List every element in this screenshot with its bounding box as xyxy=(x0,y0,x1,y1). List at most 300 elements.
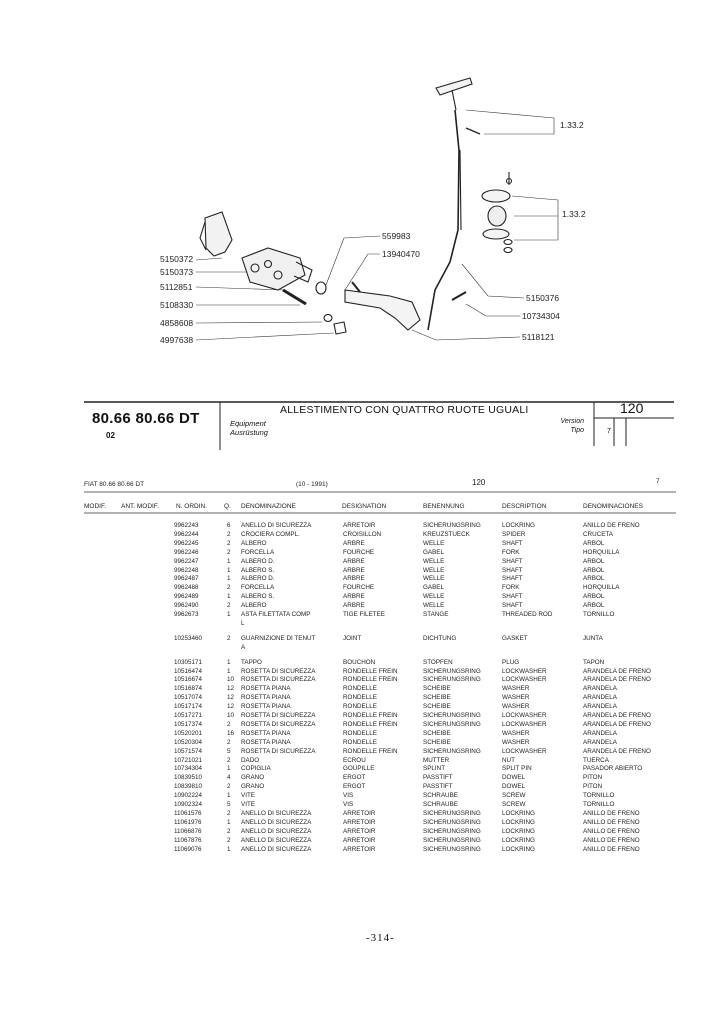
cell-q: 1 xyxy=(227,845,231,853)
cell-q: 12 xyxy=(227,694,235,702)
tipo-text: Tipo xyxy=(570,427,584,434)
cell-it: ROSETTA DI SICUREZZA xyxy=(241,667,316,675)
cell-n: 10517374 xyxy=(174,720,203,728)
cell-de: WELLE xyxy=(423,539,445,547)
cell-n: 9962673 xyxy=(174,611,199,618)
cell-q: 1 xyxy=(227,566,231,574)
subheader-period: (10 - 1991) xyxy=(296,481,328,488)
cell-de: WELLE xyxy=(423,575,445,583)
cell-fr: ARRETOIR xyxy=(343,827,376,835)
cell-de: SICHERUNGSRING xyxy=(423,712,481,719)
cell-es: ARANDELA DE FRENO xyxy=(583,676,651,684)
part-label: 4997638 xyxy=(160,335,194,345)
cell-it: ROSETTA DI SICUREZZA xyxy=(241,747,316,755)
cell-q: 1 xyxy=(227,611,231,618)
cell-de: SCHEIBE xyxy=(423,729,451,737)
cell-es: ARBOL xyxy=(583,566,605,574)
cell-q: 2 xyxy=(227,602,231,610)
cell-en: LOCKRING xyxy=(502,809,535,817)
cell-fr: RONDELLE FREIN xyxy=(343,667,398,675)
cell-q: 6 xyxy=(227,522,231,529)
cell-it: FORCELLA xyxy=(241,584,275,592)
cell-en: WASHER xyxy=(502,694,530,702)
cell-n: 10734304 xyxy=(174,765,203,773)
cell-de: WELLE xyxy=(423,602,445,610)
cell-en: LOCKWASHER xyxy=(502,720,547,728)
cell-q: 2 xyxy=(227,809,231,817)
cell-it: ROSETTA DI SICUREZZA xyxy=(241,676,316,684)
cell-fr: ERGOT xyxy=(343,774,366,782)
cell-fr: ARBRE xyxy=(343,575,365,583)
cell-de: STANGE xyxy=(423,611,449,618)
cell-de: SCHEIBE xyxy=(423,694,451,702)
part-label: 5112851 xyxy=(160,282,193,292)
cell-en: WASHER xyxy=(502,703,530,711)
cell-en: LOCKRING xyxy=(502,836,535,844)
table-row xyxy=(0,566,710,575)
cell-q: 2 xyxy=(227,756,231,764)
cell-es: ANILLO DE FRENO xyxy=(583,836,640,844)
cell-es: ARANDELA xyxy=(583,729,617,737)
cell-n: 9962244 xyxy=(174,530,199,538)
cell-fr: CROISILLON xyxy=(343,530,382,538)
cell-de: MUTTER xyxy=(423,756,450,764)
table-row xyxy=(0,693,710,702)
cell-it: ROSETTA DI SICUREZZA xyxy=(241,720,316,728)
cell-fr: RONDELLE xyxy=(343,729,377,737)
cell-n: 9962488 xyxy=(174,584,199,592)
cell-de: GABEL xyxy=(423,584,444,592)
cell-es: ANILLO DE FRENO xyxy=(583,845,640,853)
cell-fr: ARBRE xyxy=(343,566,365,574)
cell-en: FORK xyxy=(502,548,520,556)
cell-es: ANILLO DE FRENO xyxy=(583,522,640,529)
cell-en: FORK xyxy=(502,584,520,592)
cell-en: SHAFT xyxy=(502,593,523,601)
cell-it: ASTA FILETTATA COMP xyxy=(241,611,311,618)
cell-n: 10839810 xyxy=(174,783,203,791)
cell-en: LOCKRING xyxy=(502,827,535,835)
cell-it: ALBERO xyxy=(241,539,267,547)
cell-fr: RONDELLE xyxy=(343,694,377,702)
cell-en: PLUG xyxy=(502,658,520,666)
col-ant-modif: ANT. MODIF. xyxy=(121,503,159,510)
cell-de: STOPFEN xyxy=(423,658,453,666)
cell-fr: ARRETOIR xyxy=(343,818,376,826)
cell-n: 10839510 xyxy=(174,774,203,782)
cell-fr: ARRETOIR xyxy=(343,845,376,853)
cell-de: DICHTUNG xyxy=(423,634,457,642)
cell-de: GABEL xyxy=(423,548,444,556)
cell-n: 10571574 xyxy=(174,747,203,755)
cell-q: 10 xyxy=(227,712,235,719)
cell-n: 11066876 xyxy=(174,827,202,835)
cell-fr: ARBRE xyxy=(343,539,365,547)
cell-it: VITE xyxy=(241,792,255,800)
cell-en: SPIDER xyxy=(502,530,526,538)
cell-en: SCREW xyxy=(502,801,526,808)
cell-de: SICHERUNGSRING xyxy=(423,809,481,817)
cell-q: 4 xyxy=(227,774,231,782)
cell-de: SICHERUNGSRING xyxy=(423,522,481,529)
cell-fr: FOURCHE xyxy=(343,548,375,556)
cell-es: PITON xyxy=(583,783,603,791)
cell-it: L xyxy=(241,619,245,627)
subheader-model: FIAT 80.66 80.66 DT xyxy=(84,481,145,488)
cell-en: SPLIT PIN xyxy=(502,765,532,773)
cell-es: ARANDELA DE FRENO xyxy=(583,712,651,719)
cell-fr: ARRETOIR xyxy=(343,809,376,817)
table-row xyxy=(0,791,710,800)
cell-es: TORNILLO xyxy=(583,801,615,808)
table-row xyxy=(0,764,710,773)
cell-de: SPLINT xyxy=(423,765,446,773)
cell-q: 2 xyxy=(227,539,231,547)
version-text: Version xyxy=(560,418,584,425)
cell-it: ANELLO DI SICUREZZA xyxy=(241,827,312,835)
cell-es: ARBOL xyxy=(583,602,605,610)
cell-q: 1 xyxy=(227,658,231,666)
cell-it: COPIGLIA xyxy=(241,765,271,773)
cell-es: TUERCA xyxy=(583,756,609,764)
cell-n: 11069076 xyxy=(174,845,202,853)
cell-de: KREUZSTUECK xyxy=(423,530,470,538)
cell-fr: RONDELLE xyxy=(343,738,377,746)
cell-q: 5 xyxy=(227,747,231,755)
col-n-ordin: N. ORDIN. xyxy=(176,503,208,510)
cell-fr: ARRETOIR xyxy=(343,522,376,529)
table-row xyxy=(0,548,710,557)
reference-label: 1.33.2 xyxy=(560,120,584,130)
col-denominaciones: DENOMINACIONES xyxy=(583,503,643,510)
cell-en: THREADED ROD xyxy=(502,611,553,618)
cell-n: 10253460 xyxy=(174,634,203,642)
cell-q: 2 xyxy=(227,548,231,556)
cell-fr: RONDELLE xyxy=(343,685,377,693)
col-denominazione: DENOMINAZIONE xyxy=(241,503,296,510)
table-row xyxy=(0,667,710,676)
part-label: 5118121 xyxy=(522,332,555,342)
equipment-label-de: Ausrüstung xyxy=(230,428,268,437)
cell-fr: ARBRE xyxy=(343,557,365,565)
cell-de: PASSTIFT xyxy=(423,774,453,782)
cell-q: 16 xyxy=(227,729,235,737)
cell-it: ANELLO DI SICUREZZA xyxy=(241,818,312,826)
subheader-tipo: 7 xyxy=(656,478,660,485)
cell-it: ROSETTA PIANA xyxy=(241,729,291,737)
cell-n: 10520201 xyxy=(174,729,203,737)
table-row xyxy=(0,643,710,652)
cell-q: 1 xyxy=(227,667,231,675)
cell-es: TAPON xyxy=(583,658,605,666)
cell-es: ARANDELA DE FRENO xyxy=(583,667,651,675)
cell-it: ALBERO D. xyxy=(241,557,275,565)
cell-fr: RONDELLE xyxy=(343,703,377,711)
table-row xyxy=(0,818,710,827)
cell-n: 11067876 xyxy=(174,836,202,844)
cell-es: ARANDELA xyxy=(583,694,617,702)
cell-q: 1 xyxy=(227,792,231,800)
cell-fr: ECROU xyxy=(343,756,366,764)
table-row xyxy=(0,782,710,791)
table-row xyxy=(0,610,710,619)
table-row xyxy=(0,592,710,601)
subheader-table-number: 120 xyxy=(472,478,486,487)
cell-de: SICHERUNGSRING xyxy=(423,747,481,755)
cell-it: DADO xyxy=(241,756,260,764)
cell-en: SHAFT xyxy=(502,602,523,610)
cell-n: 11061976 xyxy=(174,818,202,826)
col-designation: DESIGNATION xyxy=(342,503,387,510)
cell-en: DOWEL xyxy=(502,783,526,791)
cell-n: 9962487 xyxy=(174,575,199,583)
part-label: 10734304 xyxy=(522,311,560,321)
cell-en: WASHER xyxy=(502,685,530,693)
table-row xyxy=(0,521,710,530)
cell-de: SICHERUNGSRING xyxy=(423,827,481,835)
cell-es: ARANDELA DE FRENO xyxy=(583,720,651,728)
cell-q: 1 xyxy=(227,575,231,583)
cell-it: ANELLO DI SICUREZZA xyxy=(241,845,312,853)
cell-it: ROSETTA DI SICUREZZA xyxy=(241,712,316,719)
cell-n: 10721021 xyxy=(174,756,203,764)
cell-es: ARBOL xyxy=(583,539,605,547)
cell-en: DOWEL xyxy=(502,774,526,782)
cell-en: LOCKWASHER xyxy=(502,712,547,719)
cell-fr: BOUCHON xyxy=(343,658,376,666)
cell-it: VITE xyxy=(241,801,255,808)
table-row xyxy=(0,827,710,836)
reference-label: 1.33.2 xyxy=(562,209,586,219)
cell-q: 2 xyxy=(227,530,231,538)
part-label: 4858608 xyxy=(160,318,194,328)
cell-q: 10 xyxy=(227,676,235,684)
cell-de: SICHERUNGSRING xyxy=(423,845,481,853)
cell-q: 2 xyxy=(227,783,231,791)
cell-en: SHAFT xyxy=(502,539,523,547)
cell-en: SHAFT xyxy=(502,575,523,583)
equipment-label-it: Equipment xyxy=(230,419,266,428)
cell-de: SCHEIBE xyxy=(423,738,451,746)
cell-es: HORQUILLA xyxy=(583,548,620,556)
cell-es: ARBOL xyxy=(583,557,605,565)
cell-es: HORQUILLA xyxy=(583,584,620,592)
cell-it: A xyxy=(241,643,246,651)
cell-fr: ARBRE xyxy=(343,593,365,601)
cell-q: 12 xyxy=(227,685,235,693)
table-row xyxy=(0,675,710,684)
cell-en: GASKET xyxy=(502,634,528,642)
cell-es: ARANDELA DE FRENO xyxy=(583,747,651,755)
cell-de: SCHEIBE xyxy=(423,703,451,711)
cell-fr: ARBRE xyxy=(343,602,365,610)
cell-q: 2 xyxy=(227,584,231,592)
cell-it: ANELLO DI SICUREZZA xyxy=(241,522,312,529)
cell-en: NUT xyxy=(502,756,515,764)
cell-es: ARANDELA xyxy=(583,685,617,693)
table-row xyxy=(0,729,710,738)
cell-it: ROSETTA PIANA xyxy=(241,685,291,693)
cell-it: ALBERO xyxy=(241,602,267,610)
table-row xyxy=(0,809,710,818)
cell-q: 5 xyxy=(227,801,231,808)
cell-n: 9962246 xyxy=(174,548,199,556)
cell-it: GUARNIZIONE DI TENUT xyxy=(241,634,316,642)
cell-en: LOCKRING xyxy=(502,522,535,529)
cell-de: SCHEIBE xyxy=(423,685,451,693)
cell-es: TORNILLO xyxy=(583,792,615,800)
table-row xyxy=(0,539,710,548)
cell-en: LOCKWASHER xyxy=(502,667,547,675)
cell-es: PASADOR ABIERTO xyxy=(583,765,643,773)
cell-n: 10516474 xyxy=(174,667,203,675)
cell-de: PASSTIFT xyxy=(423,783,453,791)
table-row xyxy=(0,711,710,720)
table-row xyxy=(0,557,710,566)
cell-n: 10902324 xyxy=(174,801,203,808)
part-label: 5108330 xyxy=(160,300,194,310)
cell-it: ALBERO S. xyxy=(241,566,275,574)
cell-q: 2 xyxy=(227,720,231,728)
cell-n: 10517074 xyxy=(174,694,203,702)
cell-it: GRANO xyxy=(241,774,265,782)
cell-q: 2 xyxy=(227,738,231,746)
cell-fr: RONDELLE FREIN xyxy=(343,747,398,755)
model-group: 02 xyxy=(106,431,115,440)
col-description: DESCRIPTION xyxy=(502,503,547,510)
part-label: 5150372 xyxy=(160,254,194,264)
cell-it: ROSETTA PIANA xyxy=(241,738,291,746)
cell-fr: JOINT xyxy=(343,634,362,642)
cell-n: 9962489 xyxy=(174,593,199,601)
table-title: ALLESTIMENTO CON QUATTRO RUOTE UGUALI xyxy=(280,404,529,416)
table-row xyxy=(0,800,710,809)
cell-n: 10520304 xyxy=(174,738,203,746)
cell-es: ARANDELA xyxy=(583,703,617,711)
table-row xyxy=(0,658,710,667)
cell-es: JUNTA xyxy=(583,634,603,642)
part-label: 5150376 xyxy=(526,293,560,303)
cell-en: SHAFT xyxy=(502,557,523,565)
cell-n: 10902224 xyxy=(174,792,203,800)
cell-n: 10517271 xyxy=(174,712,203,719)
cell-fr: ERGOT xyxy=(343,783,366,791)
cell-fr: RONDELLE FREIN xyxy=(343,720,398,728)
cell-en: SCREW xyxy=(502,792,526,800)
table-row xyxy=(0,845,710,854)
cell-es: ARBOL xyxy=(583,575,605,583)
cell-de: SCHRAUBE xyxy=(423,801,458,808)
cell-it: ALBERO D. xyxy=(241,575,275,583)
cell-it: FORCELLA xyxy=(241,548,275,556)
cell-de: SICHERUNGSRING xyxy=(423,720,481,728)
cell-q: 2 xyxy=(227,634,231,642)
table-row xyxy=(0,702,710,711)
cell-en: WASHER xyxy=(502,738,530,746)
cell-fr: VIS xyxy=(343,801,354,808)
table-row xyxy=(0,720,710,729)
cell-n: 9962490 xyxy=(174,602,199,610)
table-row xyxy=(0,583,710,592)
cell-de: SICHERUNGSRING xyxy=(423,667,481,675)
table-row xyxy=(0,684,710,693)
col-benennung: BENENNUNG xyxy=(423,503,465,510)
cell-es: PITON xyxy=(583,774,603,782)
cell-it: ANELLO DI SICUREZZA xyxy=(241,836,312,844)
cell-fr: RONDELLE FREIN xyxy=(343,676,398,684)
table-row xyxy=(0,836,710,845)
cell-de: WELLE xyxy=(423,566,445,574)
cell-q: 1 xyxy=(227,593,231,601)
cell-q: 1 xyxy=(227,557,231,565)
cell-q: 1 xyxy=(227,818,231,826)
cell-it: GRANO xyxy=(241,783,265,791)
cell-en: LOCKWASHER xyxy=(502,747,547,755)
col-modif: MODIF. xyxy=(84,503,107,510)
cell-es: CRUCETA xyxy=(583,530,613,538)
table-row xyxy=(0,773,710,782)
table-row xyxy=(0,530,710,539)
cell-it: TAPPO xyxy=(241,658,262,666)
cell-it: ALBERO S. xyxy=(241,593,275,601)
cell-es: ARANDELA xyxy=(583,738,617,746)
part-label: 13940470 xyxy=(382,249,420,259)
cell-fr: VIS xyxy=(343,792,354,800)
cell-es: ANILLO DE FRENO xyxy=(583,809,640,817)
cell-n: 10516874 xyxy=(174,685,203,693)
cell-fr: RONDELLE FREIN xyxy=(343,712,398,719)
cell-n: 10517174 xyxy=(174,703,203,711)
cell-q: 12 xyxy=(227,703,235,711)
table-number: 120 xyxy=(620,400,644,416)
cell-de: SICHERUNGSRING xyxy=(423,818,481,826)
cell-de: WELLE xyxy=(423,557,445,565)
table-row xyxy=(0,747,710,756)
cell-fr: ARRETOIR xyxy=(343,836,376,844)
page-number: -314- xyxy=(366,932,395,944)
cell-es: TORNILLO xyxy=(583,611,615,618)
tipo-value: 7 xyxy=(607,428,611,435)
table-row xyxy=(0,574,710,583)
cell-it: ANELLO DI SICUREZZA xyxy=(241,809,312,817)
cell-en: LOCKWASHER xyxy=(502,676,547,684)
cell-n: 9962247 xyxy=(174,557,199,565)
cell-fr: FOURCHE xyxy=(343,584,375,592)
cell-en: LOCKRING xyxy=(502,845,535,853)
cell-de: SICHERUNGSRING xyxy=(423,676,481,684)
cell-es: ANILLO DE FRENO xyxy=(583,818,640,826)
cell-en: SHAFT xyxy=(502,566,523,574)
table-row xyxy=(0,738,710,747)
table-row xyxy=(0,601,710,610)
table-row xyxy=(0,619,710,628)
cell-n: 9962243 xyxy=(174,522,199,529)
cell-n: 11061576 xyxy=(174,809,202,817)
cell-fr: GOUPILLE xyxy=(343,765,375,773)
table-row xyxy=(0,634,710,643)
cell-n: 9962245 xyxy=(174,539,199,547)
cell-fr: TIGE FILETEE xyxy=(343,611,385,618)
cell-it: CROCIERA COMPL. xyxy=(241,530,300,538)
cell-n: 10305171 xyxy=(174,658,203,666)
cell-de: SCHRAUBE xyxy=(423,792,458,800)
part-label: 5150373 xyxy=(160,267,194,277)
cell-en: LOCKRING xyxy=(502,818,535,826)
cell-q: 1 xyxy=(227,765,231,773)
cell-de: WELLE xyxy=(423,593,445,601)
model-name: 80.66 80.66 DT xyxy=(92,410,200,427)
col-q: Q. xyxy=(224,503,231,510)
